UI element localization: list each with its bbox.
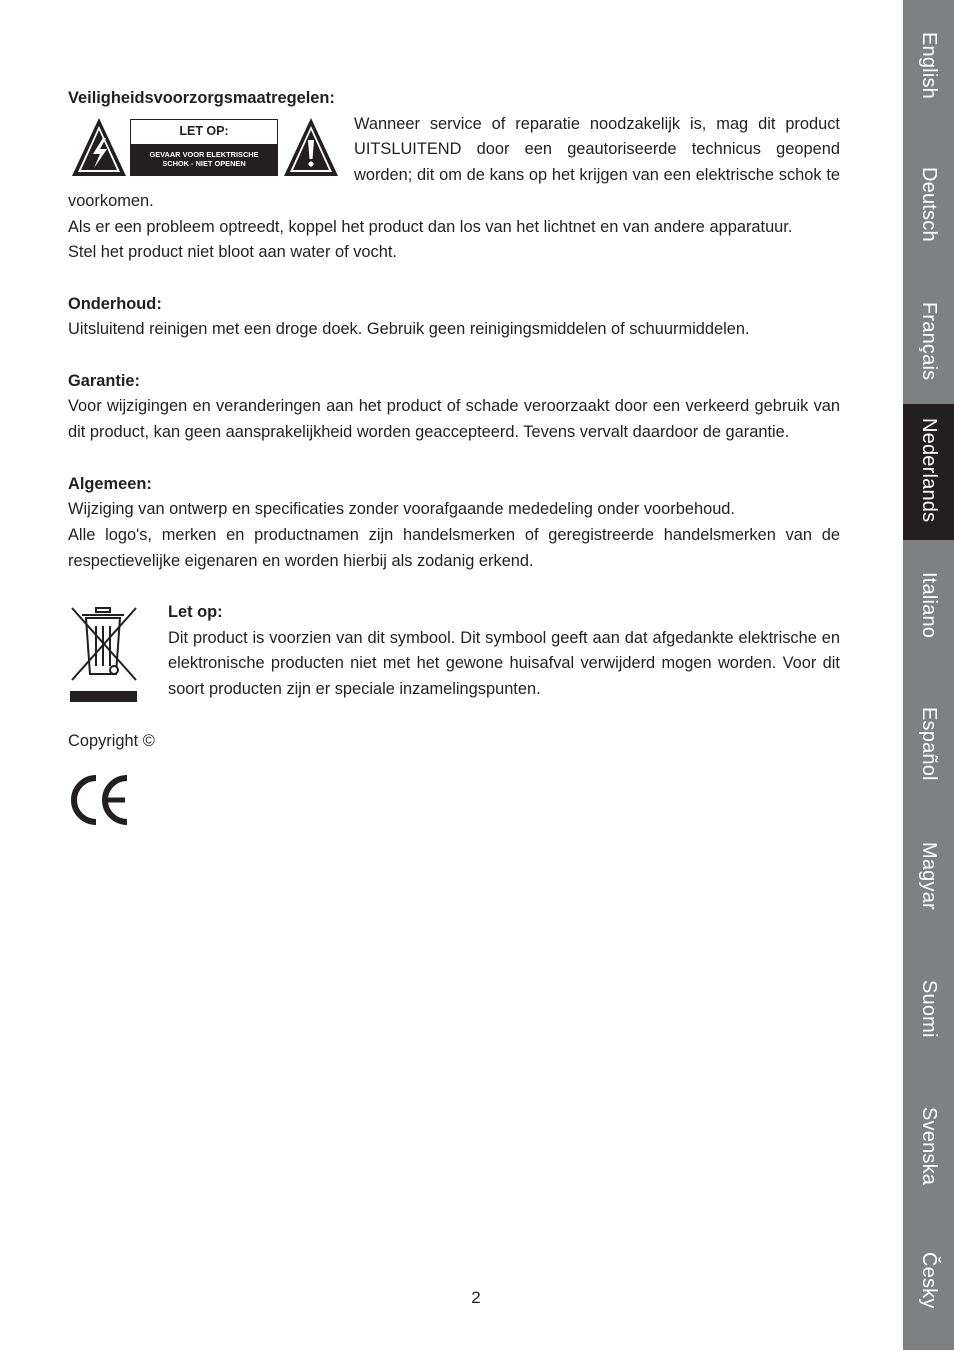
tab-english[interactable] <box>903 0 954 136</box>
maintenance-heading: Onderhoud: <box>68 294 162 313</box>
safety-paragraph-1: Wanneer service of reparatie noodzakelijk is, mag dit product UITSLUITEND door een geautoriseerde technicus geopend worden; dit om de kans op het krijgen van een elektrische schok te voorkomen. <box>68 114 840 210</box>
weee-crossed-bin-icon <box>68 604 140 704</box>
tab-label: Français <box>918 302 940 381</box>
warning-label-line2: SCHOK - NIET OPENEN <box>162 159 246 169</box>
warranty-text: Voor wijzigingen en veranderingen aan het product of schade veroorzaakt door een verkeerd gebruik van dit product, kan geen aansprakelijkheid worden geaccepteerd. Tevens vervalt daardoor de garantie. <box>68 397 840 442</box>
tab-label: Suomi <box>918 980 940 1038</box>
tab-svenska[interactable] <box>903 1075 954 1211</box>
tab-label: Español <box>918 707 940 781</box>
tab-nederlands[interactable] <box>903 404 954 540</box>
tab-espanol[interactable] <box>903 675 954 811</box>
tab-label: English <box>918 32 940 99</box>
warning-label-box <box>130 119 278 176</box>
document-body <box>68 86 840 826</box>
warning-label-line1: GEVAAR VOOR ELEKTRISCHE <box>149 150 259 160</box>
warranty-heading: Garantie: <box>68 371 140 390</box>
warning-label-subtitle <box>131 144 277 175</box>
warning-label-graphic <box>68 116 344 180</box>
safety-heading: Veiligheidsvoorzorgsmaatregelen: <box>68 89 335 107</box>
copyright-text: Copyright © <box>68 731 155 750</box>
tab-label: Česky <box>918 1252 940 1309</box>
safety-section <box>68 112 840 266</box>
tab-francais[interactable] <box>903 270 954 406</box>
notice-heading: Let op: <box>168 603 223 621</box>
general-text-1: Wijziging van ontwerp en specificaties zonder voorafgaande mededeling onder voorbehoud. <box>68 500 735 519</box>
tab-label: Italiano <box>918 572 940 639</box>
general-text-2: Alle logo's, merken en productnamen zijn handelsmerken of geregistreerde handelsmerken van de respectievelijke eigenaren en worden hierbij als zodanig erkend. <box>68 525 840 570</box>
maintenance-text: Uitsluitend reinigen met een droge doek. Gebruik geen reinigingsmiddelen of schuurmiddelen. <box>68 320 750 339</box>
warning-exclamation-icon <box>282 116 340 178</box>
general-heading: Algemeen: <box>68 474 152 493</box>
tab-label: Deutsch <box>918 167 940 242</box>
tab-label: Svenska <box>918 1107 940 1186</box>
tab-magyar[interactable] <box>903 810 954 946</box>
tab-deutsch[interactable] <box>903 135 954 271</box>
electric-hazard-icon <box>70 116 128 178</box>
tab-cesky[interactable] <box>903 1220 954 1356</box>
page-number <box>0 1288 954 1308</box>
page-number-text: 2 <box>471 1288 481 1307</box>
tab-label: Magyar <box>918 842 940 910</box>
tab-label: Nederlands <box>918 418 940 523</box>
tab-italiano[interactable] <box>903 540 954 676</box>
ce-mark-icon <box>68 774 130 826</box>
safety-paragraph-2: Als er een probleem optreedt, koppel het product dan los van het lichtnet en van andere apparatuur. <box>68 217 793 236</box>
notice-section <box>68 600 840 703</box>
warning-label-title: LET OP: <box>131 120 277 145</box>
tab-suomi[interactable] <box>903 948 954 1084</box>
safety-paragraph-3: Stel het product niet bloot aan water of vocht. <box>68 243 397 262</box>
notice-text: Dit product is voorzien van dit symbool. Dit symbool geeft aan dat afgedankte elektrische en elektronische producten niet met het gewone huisafval verwijderd mogen worden. Voor dit soort producten zijn er speciale inzamelingspunten. <box>168 628 840 699</box>
language-sidebar <box>903 0 954 1350</box>
